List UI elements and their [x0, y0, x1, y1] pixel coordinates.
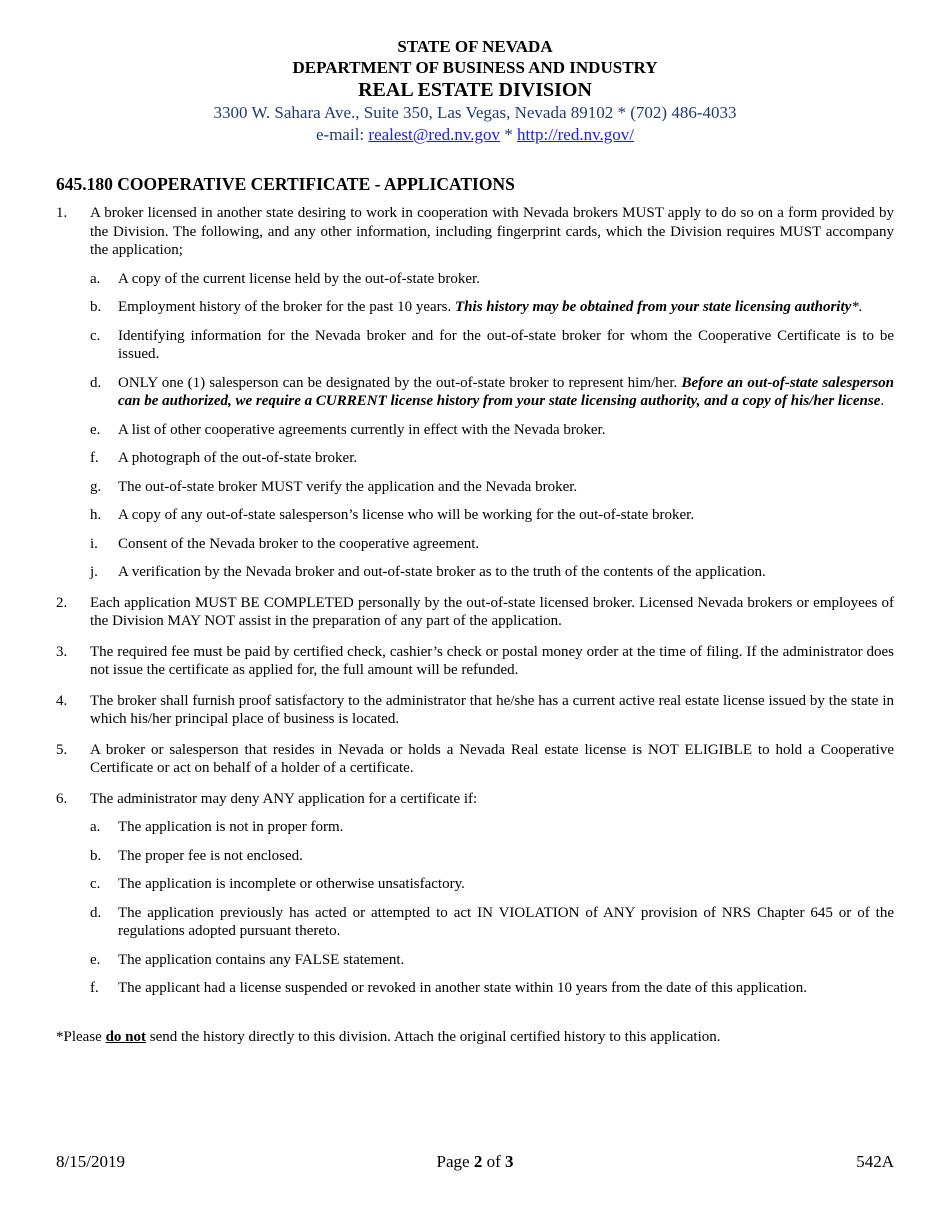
item-text: The broker shall furnish proof satisfactory to the administrator that he/she has a current active real estate license issued by the state in which his/her principal place of business is located. — [90, 692, 894, 727]
sub-end: . — [880, 393, 885, 409]
website-link[interactable]: http://red.nv.gov/ — [517, 125, 634, 144]
sub-letter: c. — [90, 327, 101, 344]
revision-date: 8/15/2019 — [56, 1152, 125, 1171]
sub-letter: f. — [90, 450, 99, 466]
form-number: 542A — [856, 1152, 894, 1171]
sub-item-6c — [90, 875, 894, 894]
sub-text: ONLY one (1) salesperson can be designated by the out-of-state broker to represent him/her. — [118, 374, 682, 391]
sub-letter: a. — [90, 270, 101, 287]
current-page: 2 — [473, 1152, 483, 1171]
sub-item-1c — [90, 327, 894, 364]
department-name: DEPARTMENT OF BUSINESS AND INDUSTRY — [292, 58, 658, 77]
sub-item-6b — [90, 847, 894, 866]
footnote-post: send the history directly to this division. Attach the original certified history to this application. — [146, 1028, 721, 1045]
sub-text: The out-of-state broker MUST verify the application and the Nevada broker. — [118, 478, 578, 495]
sub-letter: a. — [90, 819, 101, 835]
sub-letter: i. — [90, 535, 98, 552]
sub-letter: c. — [90, 876, 101, 892]
list-item-6 — [56, 790, 894, 998]
sub-letter: e. — [90, 951, 101, 968]
page-label: Page — [436, 1152, 474, 1171]
list-item-3 — [56, 643, 894, 680]
sub-item-1j — [90, 563, 894, 582]
sub-letter: f. — [90, 980, 99, 996]
sub-text: The proper fee is not enclosed. — [118, 847, 303, 864]
division-name: REAL ESTATE DIVISION — [358, 79, 592, 101]
sub-letter: d. — [90, 904, 102, 921]
sub-letter: e. — [90, 421, 101, 438]
footnote-emphasis: do not — [105, 1028, 147, 1045]
sub-item-6f — [90, 979, 894, 998]
item-text: A broker licensed in another state desiring to work in cooperation with Nevada brokers MUST apply to do so on a form provided by the Division. The following, and any other information, including fingerprint cards, which the Division requires MUST accompany the application; — [90, 205, 894, 258]
state-name: STATE OF NEVADA — [397, 37, 553, 56]
sub-letter: h. — [90, 507, 102, 523]
page-number — [56, 1152, 894, 1172]
item-number: 4. — [56, 692, 68, 709]
email-label: e-mail: — [316, 125, 369, 144]
sub-text: Consent of the Nevada broker to the cooperative agreement. — [118, 535, 480, 552]
item-text: A broker or salesperson that resides in Nevada or holds a Nevada Real estate license is NOT ELIGIBLE to hold a Cooperative Certificate or act on behalf of a holder of a certificate. — [90, 741, 894, 776]
sub-item-1i — [90, 535, 894, 554]
item-number: 6. — [56, 790, 68, 807]
sub-text: A copy of the current license held by the out-of-state broker. — [118, 270, 480, 287]
of-label: of — [482, 1152, 505, 1171]
list-item-1 — [56, 204, 894, 582]
sub-text: A list of other cooperative agreements currently in effect with the Nevada broker. — [118, 421, 606, 438]
item-text: The required fee must be paid by certified check, cashier’s check or postal money order at the time of filing. If the administrator does not issue the certificate as applied for, the full amount will be refunded. — [90, 643, 894, 678]
list-item-4 — [56, 692, 894, 729]
sub-text: The application is not in proper form. — [118, 819, 344, 835]
document-page — [56, 36, 894, 1046]
sub-item-6d — [90, 904, 894, 941]
sub-letter: d. — [90, 374, 102, 391]
sub-text: A copy of any out-of-state salesperson’s license who will be working for the out-of-state broker. — [118, 507, 695, 523]
list-item-5 — [56, 741, 894, 778]
sub-letter: j. — [90, 564, 98, 580]
sub-text: The applicant had a license suspended or revoked in another state within 10 years from the date of this application. — [118, 980, 807, 996]
footnote-marker: *. — [851, 299, 863, 315]
sub-item-1d — [90, 374, 894, 411]
sub-item-1g — [90, 478, 894, 497]
sub-item-1h — [90, 506, 894, 525]
sub-text: Employment history of the broker for the past 10 years. — [118, 299, 456, 315]
section-title: 645.180 COOPERATIVE CERTIFICATE - APPLICATIONS — [56, 174, 515, 194]
email-link[interactable]: realest@red.nv.gov — [368, 125, 501, 144]
footnote-pre: *Please — [56, 1028, 106, 1045]
total-pages: 3 — [504, 1152, 514, 1171]
letterhead — [56, 36, 894, 146]
item-number: 3. — [56, 643, 68, 660]
sub-emphasis: Before an out-of-state salesperson can be authorized, we require a CURRENT license history from your state licensing authority, and a copy of his/her license — [118, 374, 895, 409]
sub-item-1f — [90, 449, 894, 468]
item-number: 5. — [56, 741, 68, 758]
sub-item-6a — [90, 818, 894, 837]
sub-text: The application is incomplete or otherwise unsatisfactory. — [118, 876, 465, 892]
sub-text: The application previously has acted or attempted to act IN VIOLATION of ANY provision of NRS Chapter 645 or of the regulations adopted pursuant thereto. — [118, 904, 894, 939]
sub-item-6e — [90, 951, 894, 970]
sub-text: A verification by the Nevada broker and out-of-state broker as to the truth of the contents of the application. — [118, 564, 766, 580]
sub-text: The application contains any FALSE statement. — [118, 951, 405, 968]
sub-item-1e — [90, 421, 894, 440]
item-text: The administrator may deny ANY application for a certificate if: — [90, 790, 478, 807]
item-number: 1. — [56, 205, 68, 221]
footnote — [56, 1028, 894, 1047]
sub-item-1a — [90, 270, 894, 289]
sub-letter: b. — [90, 847, 102, 864]
item-number: 2. — [56, 594, 68, 611]
sub-item-1b — [90, 298, 894, 317]
sub-letter: g. — [90, 478, 102, 495]
item-text: Each application MUST BE COMPLETED personally by the out-of-state licensed broker. Licensed Nevada brokers or employees of the Division MAY NOT assist in the preparation of any part of the application. — [90, 594, 894, 629]
list-item-2 — [56, 594, 894, 631]
sub-letter: b. — [90, 299, 102, 315]
address-line: 3300 W. Sahara Ave., Suite 350, Las Vegas, Nevada 89102 * (702) 486-4033 — [213, 103, 737, 122]
separator: * — [500, 125, 518, 144]
sub-text: Identifying information for the Nevada broker and for the out-of-state broker for whom the Cooperative Certificate is to be issued. — [118, 327, 894, 362]
contact-line — [56, 124, 894, 146]
sub-text: A photograph of the out-of-state broker. — [118, 450, 358, 466]
sub-emphasis: This history may be obtained from your state licensing authority — [455, 299, 852, 315]
